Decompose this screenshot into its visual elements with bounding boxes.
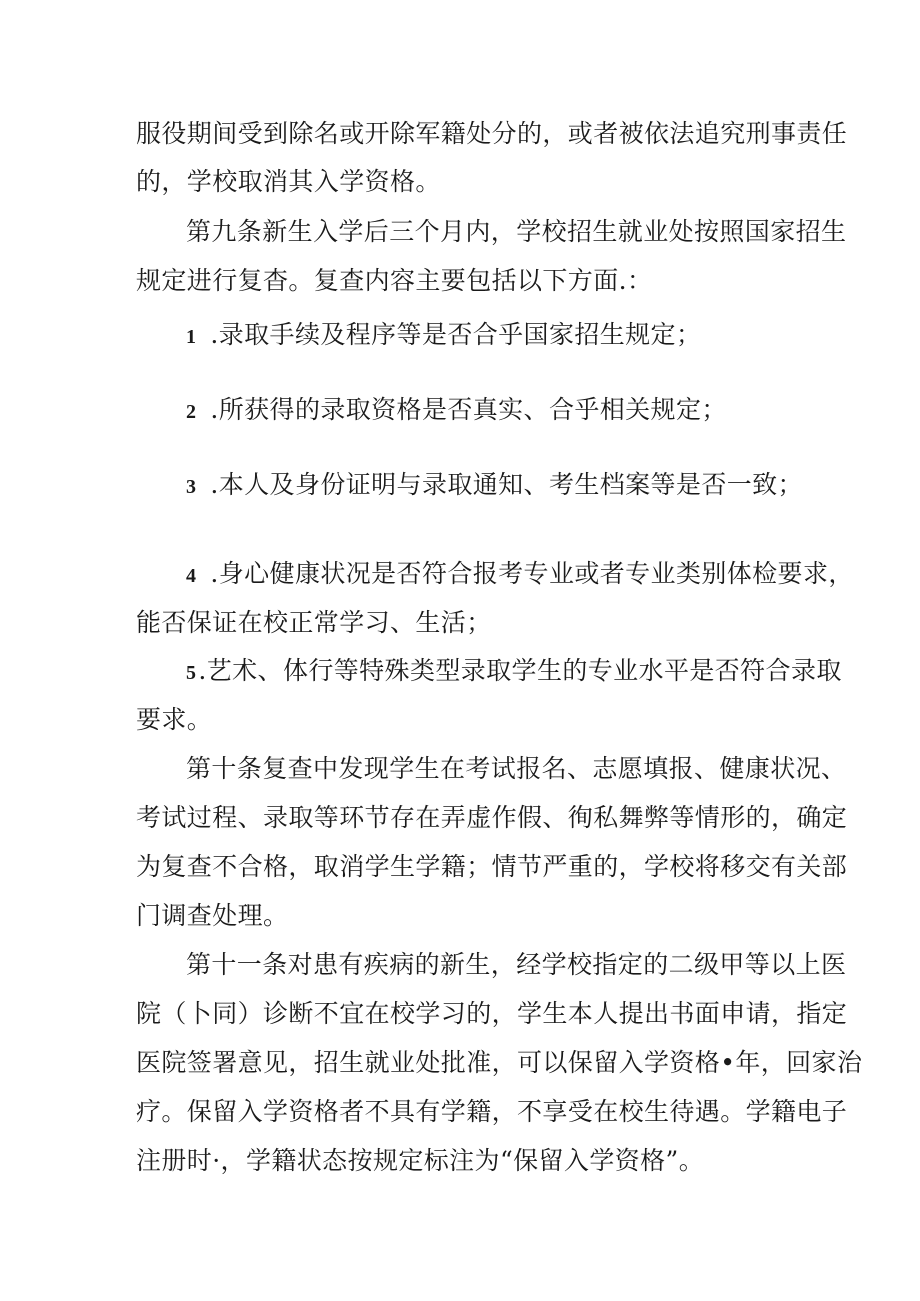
article-9-line-2: 规定进行复杳。复查内容主要包括以下方面.： xyxy=(136,266,653,295)
list-item-5 xyxy=(186,654,842,690)
list-item-text: .所获得的录取资格是否真实、合乎相关规定； xyxy=(210,395,727,424)
list-item-2 xyxy=(186,393,727,429)
list-item-text: .艺术、体行等特殊类型录取学生的专业水平是否符合录取 xyxy=(198,656,842,685)
article-11-line-5: 注册时·，学籍状态按规定标注为“保留入学资格”。 xyxy=(136,1146,705,1175)
article-10-line-1: 第十条复查中发现学生在考试报名、志愿填报、健康状况、 xyxy=(186,754,847,783)
list-item-text: .录取手续及程序等是否合乎国家招生规定； xyxy=(210,320,702,349)
list-item-number: 5 xyxy=(186,662,197,684)
text-line-1: 服役期间受到除名或开除军籍处分的，或者被依法追究刑事责任 xyxy=(136,119,848,148)
list-item-number: 3 xyxy=(186,476,197,498)
list-item-text: .身心健康状况是否符合报考专业或者专业类别体检要求， xyxy=(210,559,854,588)
article-9-line-1: 第九条新生入学后三个月内，学校招生就业处按照国家招生 xyxy=(186,217,847,246)
article-10-line-2: 考试过程、录取等环节存在弄虚作假、徇私舞弊等情形的，确定 xyxy=(136,803,848,832)
list-item-3 xyxy=(186,468,803,504)
list-item-4 xyxy=(186,557,854,593)
article-11-line-1: 第十一条对患有疾病的新生，经学校指定的二级甲等以上医 xyxy=(186,950,847,979)
article-10-line-3: 为复查不合格，取消学生学籍；情节严重的，学校将移交有关部 xyxy=(136,852,848,881)
list-item-number: 1 xyxy=(186,326,197,348)
article-11-line-2: 院（卜同）诊断不宜在校学习的，学生本人提出书面申请，指定 xyxy=(136,999,848,1028)
list-item-text: .本人及身份证明与录取通知、考生档案等是否一致； xyxy=(210,470,803,499)
list-item-4-continued: 能否保证在校正常学习、生活； xyxy=(136,608,492,637)
article-11-line-4: 疗。保留入学资格者不具有学籍，不享受在校生待遇。学籍电子 xyxy=(136,1097,848,1126)
list-item-5-continued: 要求。 xyxy=(136,705,213,734)
article-10-line-4: 门调查处理。 xyxy=(136,901,289,930)
article-11-line-3: 医院签署意见，招生就业处批准，可以保留入学资格•年，回家治 xyxy=(136,1048,863,1077)
list-item-1 xyxy=(186,318,701,354)
text-line-2: 的，学校取消其入学资格。 xyxy=(136,167,441,196)
list-item-number: 2 xyxy=(186,401,197,423)
list-item-number: 4 xyxy=(186,565,197,587)
